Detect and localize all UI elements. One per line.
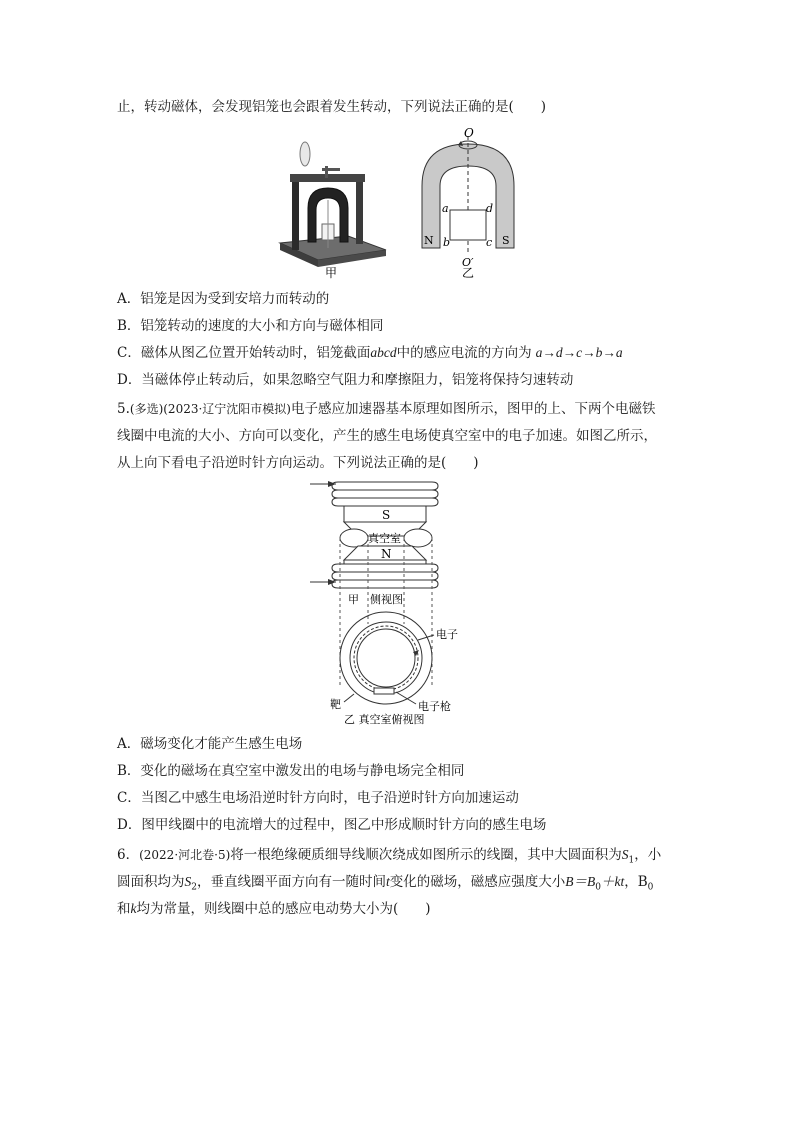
q6-stem-line1 [117,845,661,871]
q6-prefix: 6． [117,847,140,863]
q6-s1-sub: 1 [628,855,635,866]
q5-prefix: 5. [117,401,130,417]
q6-tag: (2022·河北卷·5) [139,848,231,862]
q5-stem-line3: 从上向下看电子沿逆时针方向运动。下列说法正确的是( ) [117,455,479,471]
q6-line2-a: 圆面积均为 [117,874,185,890]
q6-formula-tail: ＋kt [600,874,625,889]
q6-line3-a: 和 [117,901,131,917]
q5-stem-line2: 线圈中电流的大小、方向可以变化，产生的感生电场使真空室中的电子加速。如图乙所示， [117,428,657,444]
q6-formula: B＝B [565,874,596,889]
q5-top-pole: S [382,508,391,522]
q5-chamber-label: 真空室 [368,532,401,545]
q5-option-a: A．磁场变化才能产生感生电场 [117,736,303,752]
q4-axis-top: O [464,126,474,140]
q6-line3-b: 均为常量，则线圈中总的感应电动势大小为( ) [136,901,431,917]
q4-corner-d: d [486,202,494,215]
q6-formula-sub: 0 [595,882,601,893]
q5-caption-jia: 甲 [348,593,359,606]
q4-option-c-pre: C．磁体从图乙位置开始转动时，铝笼截面 [117,345,371,361]
q4-option-a: A．铝笼是因为受到安培力而转动的 [117,291,330,307]
q5-bottom-pole: N [381,547,392,561]
q4-option-c-abcd: abcd [370,345,397,360]
q4-option-c [117,343,623,363]
q5-electron-label: 电子 [436,628,458,641]
q5-figure [300,478,480,728]
q6-line2-d-sub: 0 [647,882,654,893]
q6-line1-b: ，小 [634,847,662,863]
q6-line2-c: 变化的磁场，磁感应强度大小 [389,874,566,890]
q6-s2-sub: 2 [191,882,197,893]
q5-caption-side: 侧视图 [370,593,403,606]
q6-s2: S [184,874,192,889]
q5-target-label: 靶 [330,698,341,711]
q5-caption-top: 乙 真空室俯视图 [344,713,425,726]
q4-figure-jia [278,140,388,280]
q4-stem-tail: 止，转动磁体，会发现铝笼也会跟着发生转动，下列说法正确的是( ) [117,99,547,115]
q6-line2-b: ，垂直线圈平面方向有一随时间 [196,874,386,890]
q6-line1-a: 将一根绝缘硬质细导线顺次绕成如图所示的线圈，其中大圆面积为 [230,847,622,863]
q5-option-c: C．当图乙中感生电场沿逆时针方向时，电子沿逆时针方向加速运动 [117,790,519,806]
q4-option-d: D．当磁体停止转动后，如果忽略空气阻力和摩擦阻力，铝笼将保持匀速转动 [117,372,574,388]
q4-corner-a: a [442,202,449,215]
q5-option-b: B．变化的磁场在真空室中激发出的电场与静电场完全相同 [117,763,465,779]
q4-option-b: B．铝笼转动的速度的大小和方向与磁体相同 [117,318,384,334]
q4-caption-yi: 乙 [462,266,475,280]
q5-line1-rest: 电子感应加速器基本原理如图所示，图甲的上、下两个电磁铁 [290,401,656,417]
q5-gun-label: 电子枪 [418,700,451,713]
q5-stem-line1 [117,399,655,419]
q6-line2-d: ，B [624,874,648,890]
q4-option-c-mid: 中的感应电流的方向为 [396,345,532,361]
q4-pole-s: S [502,234,510,247]
q4-caption-jia: 甲 [325,266,338,280]
q5-option-d: D．图甲线圈中的电流增大的过程中，图乙中形成顺时针方向的感生电场 [117,817,547,833]
q6-stem-line3 [117,899,431,919]
q6-k: k [130,901,137,916]
q6-s1: S [621,847,629,862]
q4-option-c-path: a→d→c→b→a [535,345,623,360]
q4-figure-yi [414,124,526,280]
q4-axis-bottom: O′ [462,256,474,269]
q6-stem-line2 [117,872,653,898]
q4-pole-n: N [424,234,434,247]
q4-corner-b: b [443,236,451,249]
q4-corner-c: c [486,236,493,249]
q5-tag: (多选)(2023·辽宁沈阳市模拟) [129,402,291,416]
q6-t: t [385,874,390,889]
